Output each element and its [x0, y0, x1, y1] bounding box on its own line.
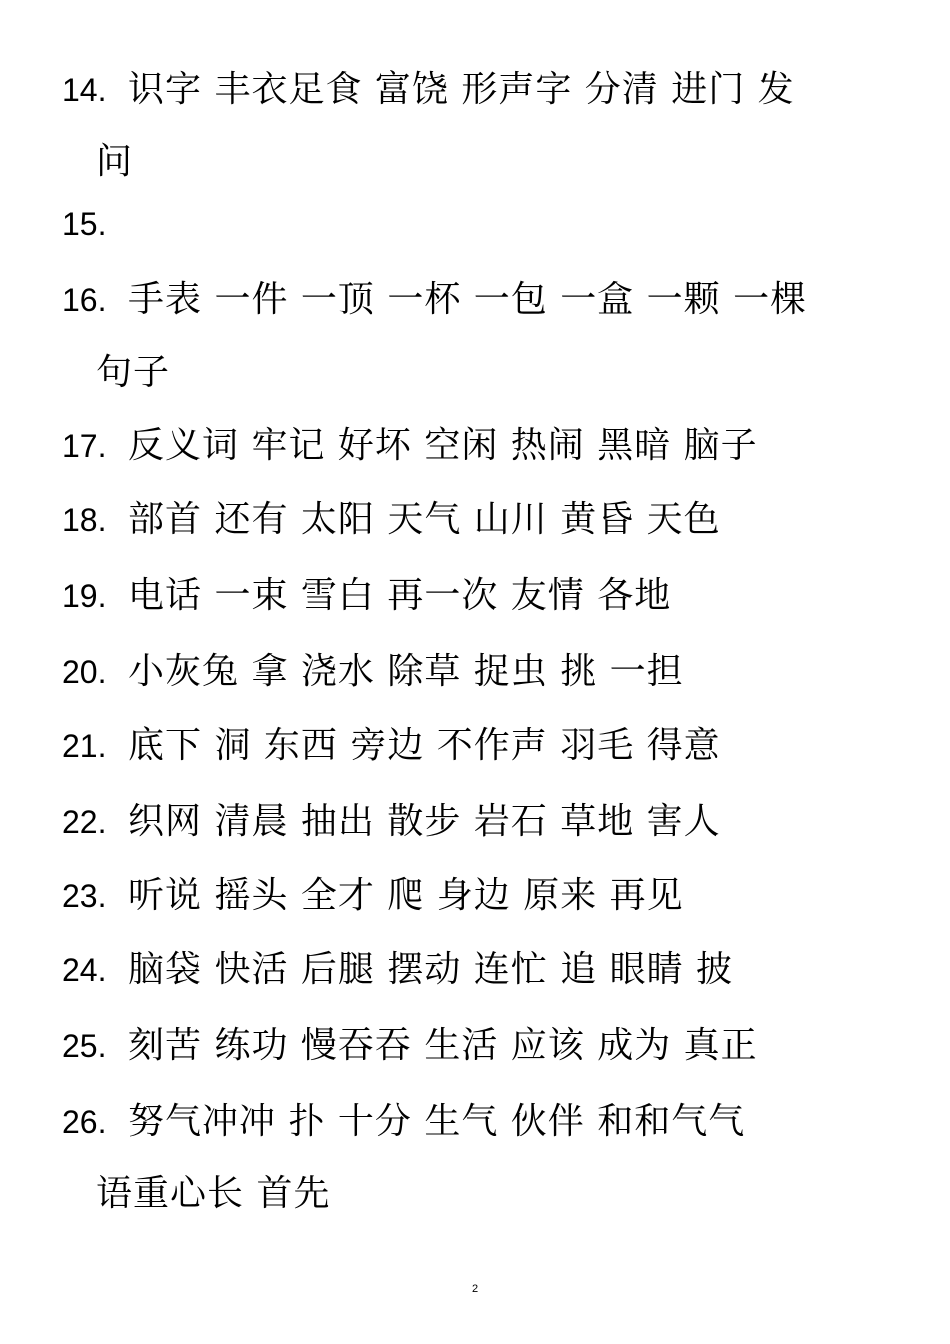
item-words: 识字 丰衣足食 富饶 形声字 分清 进门 发 — [128, 69, 795, 110]
item-number: 20. — [62, 654, 107, 690]
item-number: 16. — [62, 282, 107, 318]
item-number: 17. — [62, 428, 107, 464]
item-words: 部首 还有 太阳 天气 山川 黄昏 天色 — [128, 499, 721, 540]
item-words: 底下 洞 东西 旁边 不作声 羽毛 得意 — [128, 725, 721, 766]
item-words: 电话 一束 雪白 再一次 友情 各地 — [128, 575, 672, 616]
item-words: 手表 一件 一顶 一杯 一包 一盒 一颗 一棵 — [128, 279, 808, 320]
item-words-continued: 句子 — [96, 352, 171, 393]
item-words: 织网 清晨 抽出 散步 岩石 草地 害人 — [128, 801, 721, 842]
item-number: 23. — [62, 878, 107, 914]
item-words: 脑袋 快活 后腿 摆动 连忙 追 眼睛 披 — [128, 949, 734, 990]
item-number: 21. — [62, 728, 107, 764]
item-words-continued: 语重心长 首先 — [96, 1173, 331, 1214]
item-words: 刻苦 练功 慢吞吞 生活 应该 成为 真正 — [128, 1025, 758, 1066]
item-words: 小灰兔 拿 浇水 除草 捉虫 挑 一担 — [128, 651, 684, 692]
item-number: 15. — [62, 206, 107, 242]
item-number: 14. — [62, 72, 107, 108]
item-words: 听说 摇头 全才 爬 身边 原来 再见 — [128, 875, 684, 916]
item-words-continued: 问 — [96, 141, 134, 182]
item-number: 22. — [62, 804, 107, 840]
page-number: 2 — [471, 1283, 479, 1295]
item-number: 26. — [62, 1104, 107, 1140]
item-number: 24. — [62, 952, 107, 988]
item-words: 努气冲冲 扑 十分 生气 伙伴 和和气气 — [128, 1101, 746, 1142]
item-words: 反义词 牢记 好坏 空闲 热闹 黑暗 脑子 — [128, 425, 758, 466]
item-number: 25. — [62, 1028, 107, 1064]
item-number: 18. — [62, 502, 107, 538]
item-number: 19. — [62, 578, 107, 614]
